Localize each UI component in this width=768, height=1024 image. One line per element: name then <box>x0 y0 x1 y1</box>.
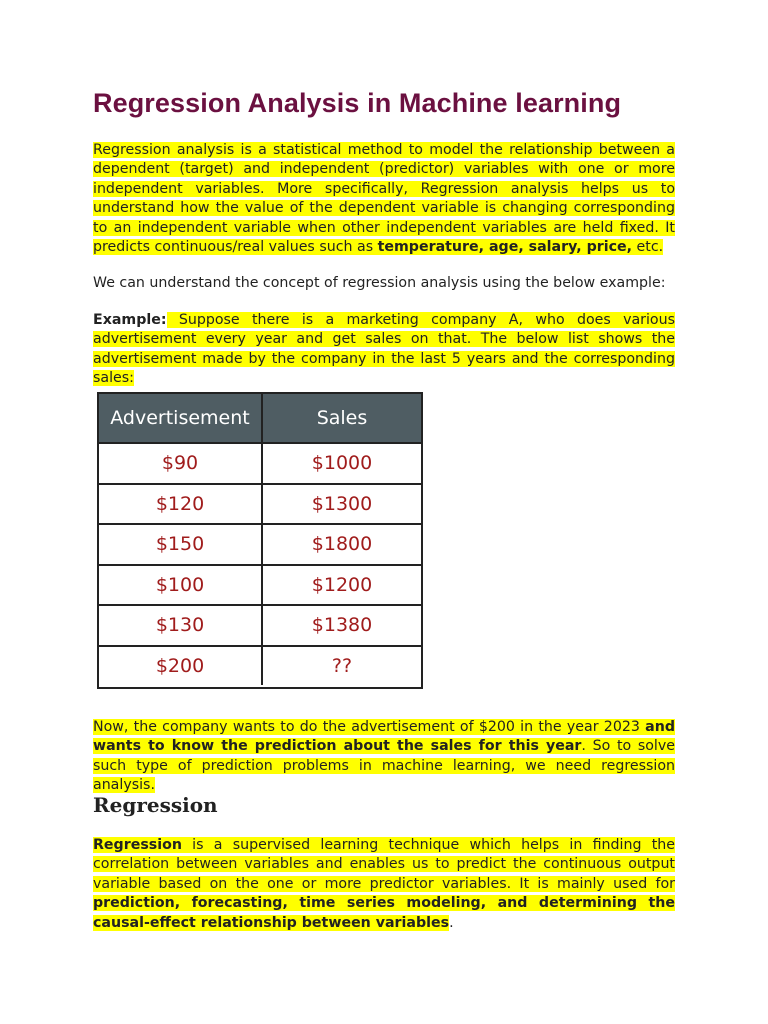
intro-paragraph <box>93 141 675 257</box>
cell-sales: $1200 <box>311 573 373 596</box>
understand-paragraph: We can understand the concept of regression analysis using the below example: <box>93 275 666 291</box>
now-text <box>93 719 675 793</box>
table-row <box>99 483 421 524</box>
table-row <box>99 564 421 605</box>
table-row <box>99 604 421 645</box>
regression-text-3: . <box>449 914 454 931</box>
cell-advertisement: $150 <box>99 525 263 564</box>
now-paragraph <box>93 718 675 796</box>
regression-heading: Regression <box>93 793 218 817</box>
cell-sales: $1380 <box>311 614 373 637</box>
now-text-1: Now, the company wants to do the advertisement of $200 in the year 2023 <box>93 719 646 735</box>
now-text-2: . So to solve such type of prediction problems in machine learning, we need regression analysis. <box>93 738 675 794</box>
regression-bold-term: Regression <box>93 837 182 853</box>
cell-sales: ?? <box>331 654 353 677</box>
cell-advertisement: $100 <box>99 566 263 605</box>
cell-sales: $1300 <box>311 492 373 515</box>
intro-bold-examples: temperature, age, salary, price, <box>377 239 633 256</box>
regression-text <box>93 837 675 931</box>
example-text: Suppose there is a marketing company A, who does various advertisement every year and get sales on that. The below list shows the advertisement made by the company in the last 5 years and the corresponding sales: <box>93 312 675 387</box>
regression-paragraph <box>93 836 675 933</box>
example-paragraph <box>93 311 675 389</box>
regression-text-1: is a supervised learning technique which helps in finding the correlation between variables and enables us to predict the continuous output variable based on the one or more predictor variables. <box>93 837 675 892</box>
intro-text <box>93 142 675 255</box>
cell-advertisement: $130 <box>99 606 263 645</box>
cell-sales: $1000 <box>311 452 373 475</box>
example-label: Example: <box>93 312 167 328</box>
header-sales: Sales <box>316 407 368 429</box>
cell-advertisement: $90 <box>99 444 263 483</box>
header-advertisement: Advertisement <box>99 394 263 442</box>
intro-text-2: etc. <box>632 239 664 256</box>
table-row <box>99 442 421 483</box>
table-row <box>99 645 421 686</box>
cell-advertisement: $200 <box>99 647 263 686</box>
intro-text-1: Regression analysis is a statistical method to model the relationship between a dependent (target) and independent (predictor) variables with one or more independent variables. More specifically, Regression analysis helps us to understand how the value of the dependent variable is changing corresponding to an independent variable when other independent variables are held fixed. It predicts continuous/real values such as <box>93 142 675 256</box>
table-header-row <box>99 394 421 442</box>
now-bold: and wants to know the prediction about the sales for this year <box>93 719 675 755</box>
cell-sales: $1800 <box>311 533 373 556</box>
page-title: Regression Analysis in Machine learning <box>93 88 622 118</box>
table-row <box>99 523 421 564</box>
ad-sales-table <box>97 392 423 689</box>
cell-advertisement: $120 <box>99 485 263 524</box>
regression-text-2: It is mainly used for <box>511 875 675 892</box>
regression-bold-uses: prediction, forecasting, time series modeling, and determining the causal-effect relationship between variables <box>93 895 675 931</box>
